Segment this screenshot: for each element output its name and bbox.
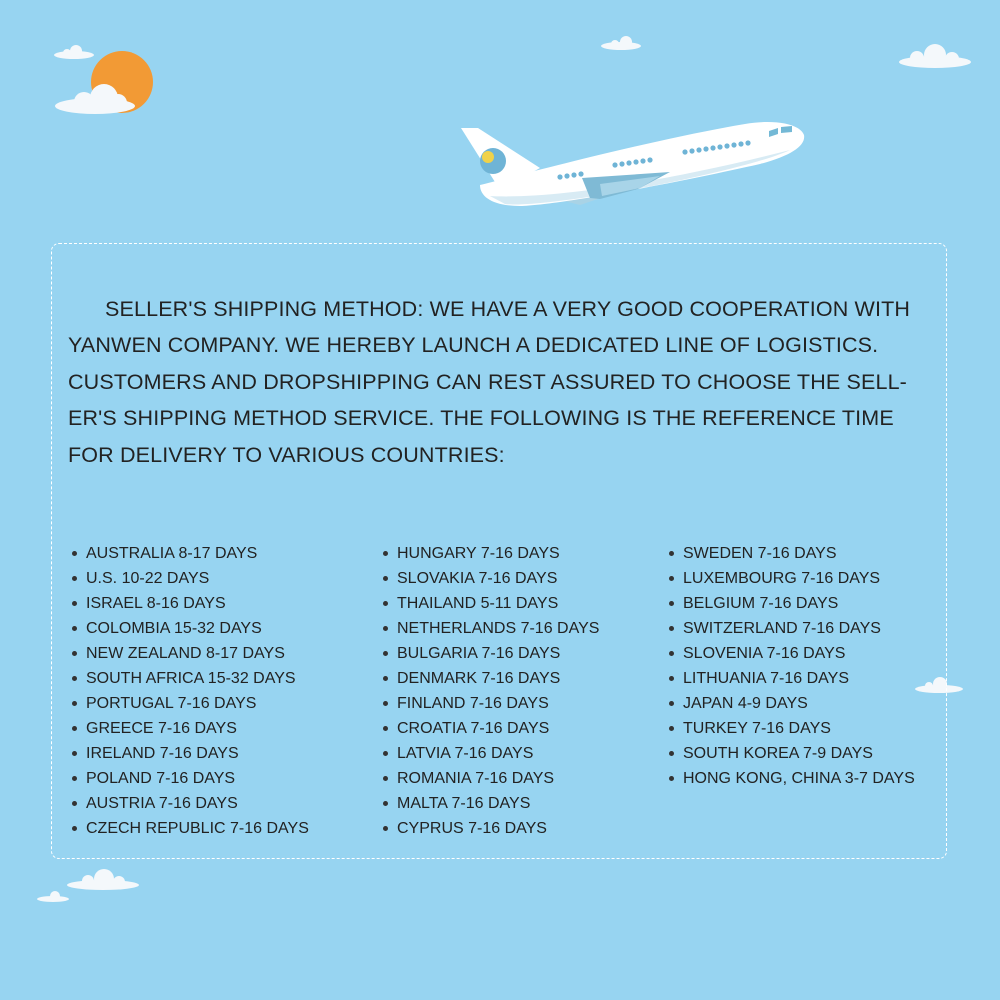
list-item <box>383 791 599 816</box>
list-item <box>669 741 915 766</box>
list-item <box>72 791 309 816</box>
country-delivery-time: TURKEY 7-16 DAYS <box>683 720 831 737</box>
country-list-col-1 <box>72 541 309 841</box>
bullet-dot-icon <box>669 626 674 631</box>
country-delivery-time: NEW ZEALAND 8-17 DAYS <box>86 645 285 662</box>
list-item <box>669 541 915 566</box>
list-item <box>383 816 599 841</box>
cloud-icon <box>601 36 641 50</box>
bullet-dot-icon <box>383 776 388 781</box>
list-item <box>383 666 599 691</box>
country-delivery-time: DENMARK 7-16 DAYS <box>397 670 561 687</box>
country-delivery-time: SLOVAKIA 7-16 DAYS <box>397 570 558 587</box>
bullet-dot-icon <box>383 701 388 706</box>
bullet-dot-icon <box>72 726 77 731</box>
list-item <box>383 766 599 791</box>
bullet-dot-icon <box>669 551 674 556</box>
list-item <box>383 616 599 641</box>
list-item <box>383 541 599 566</box>
list-item <box>383 566 599 591</box>
list-item <box>669 566 915 591</box>
country-delivery-time: THAILAND 5-11 DAYS <box>397 595 559 612</box>
country-delivery-time: FINLAND 7-16 DAYS <box>397 695 549 712</box>
list-item <box>669 716 915 741</box>
bullet-dot-icon <box>669 576 674 581</box>
cloud-icon <box>899 44 971 68</box>
country-delivery-time: NETHERLANDS 7-16 DAYS <box>397 620 600 637</box>
country-delivery-time: LUXEMBOURG 7-16 DAYS <box>683 570 881 587</box>
country-delivery-time: SLOVENIA 7-16 DAYS <box>683 645 846 662</box>
list-item <box>72 691 309 716</box>
country-delivery-time: LITHUANIA 7-16 DAYS <box>683 670 849 687</box>
bullet-dot-icon <box>72 601 77 606</box>
list-item <box>669 691 915 716</box>
bullet-dot-icon <box>383 651 388 656</box>
list-item <box>383 691 599 716</box>
list-item <box>72 766 309 791</box>
country-delivery-time: HONG KONG, CHINA 3-7 DAYS <box>683 770 915 787</box>
list-item <box>669 766 915 791</box>
list-item <box>383 591 599 616</box>
country-delivery-time: BULGARIA 7-16 DAYS <box>397 645 561 662</box>
intro-text: SELLER'S SHIPPING METHOD: WE HAVE A VERY GOOD COOPERATION WITH YANWEN COMPANY. WE HEREBY LAUNCH A DEDICATED LINE OF LOGISTICS. CUSTOMERS AND DROPSHIPPING CAN REST ASSURED TO CHOOSE THE SELL-ER'S SHIPPING METHOD SERVICE. THE FOLLOWING IS THE REFERENCE TIME FOR DELIVERY TO VARIOUS COUNTRIES: <box>68 297 911 467</box>
list-item <box>72 716 309 741</box>
bullet-dot-icon <box>72 676 77 681</box>
country-delivery-time: MALTA 7-16 DAYS <box>397 795 531 812</box>
intro-paragraph <box>68 291 934 473</box>
list-item <box>72 541 309 566</box>
list-item <box>72 566 309 591</box>
country-delivery-time: SOUTH AFRICA 15-32 DAYS <box>86 670 296 687</box>
country-delivery-time: CROATIA 7-16 DAYS <box>397 720 550 737</box>
bullet-dot-icon <box>383 576 388 581</box>
bullet-dot-icon <box>72 801 77 806</box>
country-delivery-time: COLOMBIA 15-32 DAYS <box>86 620 262 637</box>
list-item <box>669 616 915 641</box>
bullet-dot-icon <box>669 601 674 606</box>
bullet-dot-icon <box>383 751 388 756</box>
country-delivery-time: CZECH REPUBLIC 7-16 DAYS <box>86 820 309 837</box>
bullet-dot-icon <box>383 626 388 631</box>
list-item <box>383 716 599 741</box>
country-delivery-time: HUNGARY 7-16 DAYS <box>397 545 560 562</box>
country-delivery-time: ISRAEL 8-16 DAYS <box>86 595 226 612</box>
bullet-dot-icon <box>72 826 77 831</box>
cloud-icon <box>37 891 69 902</box>
country-delivery-time: SWEDEN 7-16 DAYS <box>683 545 837 562</box>
bullet-dot-icon <box>669 651 674 656</box>
list-item <box>72 741 309 766</box>
bullet-dot-icon <box>72 626 77 631</box>
bullet-dot-icon <box>383 601 388 606</box>
country-delivery-time: LATVIA 7-16 DAYS <box>397 745 534 762</box>
list-item <box>669 666 915 691</box>
country-delivery-time: POLAND 7-16 DAYS <box>86 770 236 787</box>
list-item <box>669 641 915 666</box>
bullet-dot-icon <box>72 576 77 581</box>
list-item <box>72 591 309 616</box>
country-delivery-time: BELGIUM 7-16 DAYS <box>683 595 839 612</box>
bullet-dot-icon <box>383 726 388 731</box>
list-item <box>383 741 599 766</box>
country-delivery-time: CYPRUS 7-16 DAYS <box>397 820 547 837</box>
country-delivery-time: SOUTH KOREA 7-9 DAYS <box>683 745 873 762</box>
bullet-dot-icon <box>669 751 674 756</box>
country-delivery-time: GREECE 7-16 DAYS <box>86 720 237 737</box>
bullet-dot-icon <box>72 651 77 656</box>
country-delivery-time: ROMANIA 7-16 DAYS <box>397 770 555 787</box>
list-item <box>72 641 309 666</box>
bullet-dot-icon <box>669 676 674 681</box>
country-delivery-time: IRELAND 7-16 DAYS <box>86 745 239 762</box>
list-item <box>72 666 309 691</box>
list-item <box>72 816 309 841</box>
cloud-icon <box>54 45 94 59</box>
country-delivery-time: AUSTRIA 7-16 DAYS <box>86 795 238 812</box>
bullet-dot-icon <box>669 726 674 731</box>
bullet-dot-icon <box>669 701 674 706</box>
bullet-dot-icon <box>669 776 674 781</box>
bullet-dot-icon <box>383 551 388 556</box>
bullet-dot-icon <box>383 801 388 806</box>
cloud-icon <box>67 869 139 890</box>
bullet-dot-icon <box>72 551 77 556</box>
bullet-dot-icon <box>383 826 388 831</box>
list-item <box>72 616 309 641</box>
bullet-dot-icon <box>72 701 77 706</box>
bullet-dot-icon <box>72 776 77 781</box>
bullet-dot-icon <box>383 676 388 681</box>
list-item <box>383 641 599 666</box>
country-list-col-2 <box>383 541 599 841</box>
bullet-dot-icon <box>72 751 77 756</box>
country-list-col-3 <box>669 541 915 791</box>
country-delivery-time: AUSTRALIA 8-17 DAYS <box>86 545 258 562</box>
country-delivery-time: JAPAN 4-9 DAYS <box>683 695 808 712</box>
country-delivery-time: U.S. 10-22 DAYS <box>86 570 210 587</box>
airplane-icon <box>461 122 804 206</box>
country-delivery-time: SWITZERLAND 7-16 DAYS <box>683 620 881 637</box>
list-item <box>669 591 915 616</box>
country-delivery-time: PORTUGAL 7-16 DAYS <box>86 695 257 712</box>
